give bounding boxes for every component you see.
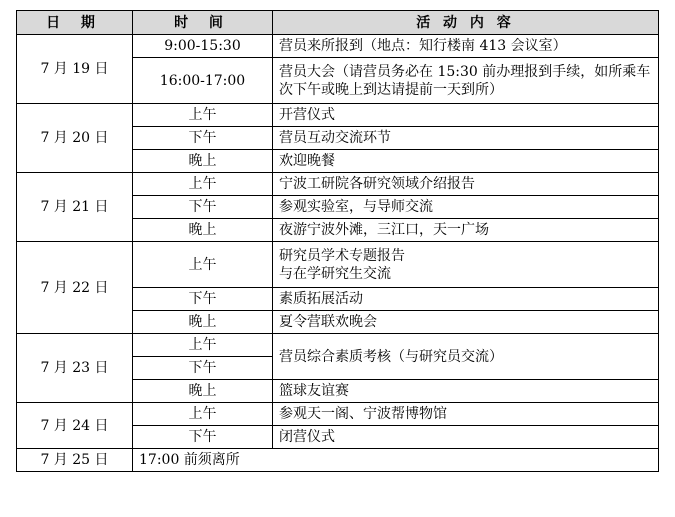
table-row [17,449,659,472]
activity-line: 与在学研究生交流 [279,265,391,282]
activity-cell: 营员来所报到（地点：知行楼南 413 会议室） [273,35,659,58]
activity-cell: 营员综合素质考核（与研究员交流） [273,334,659,380]
time-cell: 下午 [133,288,273,311]
date-cell: 7 月 23 日 [17,334,133,403]
activity-cell: 参观实验室，与导师交流 [273,196,659,219]
date-cell: 7 月 20 日 [17,104,133,173]
time-cell: 晚上 [133,380,273,403]
time-cell: 上午 [133,104,273,127]
table-row [17,104,659,127]
activity-cell: 17:00 前须离所 [133,449,659,472]
time-cell: 晚上 [133,219,273,242]
date-cell: 7 月 24 日 [17,403,133,449]
activity-cell: 营员互动交流环节 [273,127,659,150]
header-time: 时 间 [133,11,273,35]
time-cell: 下午 [133,357,273,380]
date-cell: 7 月 25 日 [17,449,133,472]
activity-cell: 篮球友谊赛 [273,380,659,403]
header-date: 日 期 [17,11,133,35]
activity-cell: 夏令营联欢晚会 [273,311,659,334]
time-cell: 上午 [133,334,273,357]
time-cell: 晚上 [133,311,273,334]
time-cell: 下午 [133,196,273,219]
time-cell: 下午 [133,426,273,449]
time-cell: 上午 [133,403,273,426]
time-cell: 9:00-15:30 [133,35,273,58]
activity-cell: 闭营仪式 [273,426,659,449]
schedule-table [16,10,659,472]
activity-cell: 宁波工研院各研究领域介绍报告 [273,173,659,196]
table-row [17,403,659,426]
time-cell: 下午 [133,127,273,150]
activity-cell [273,242,659,288]
table-row [17,334,659,357]
date-cell: 7 月 19 日 [17,35,133,104]
date-cell: 7 月 21 日 [17,173,133,242]
activity-cell: 开营仪式 [273,104,659,127]
date-cell: 7 月 22 日 [17,242,133,334]
activity-cell: 夜游宁波外滩，三江口，天一广场 [273,219,659,242]
activity-line: 研究员学术专题报告 [279,247,405,264]
table-row [17,173,659,196]
time-cell: 晚上 [133,150,273,173]
time-cell: 上午 [133,242,273,288]
activity-cell: 欢迎晚餐 [273,150,659,173]
table-row [17,35,659,58]
activity-cell: 素质拓展活动 [273,288,659,311]
header-activity: 活 动 内 容 [273,11,659,35]
activity-cell: 营员大会（请营员务必在 15:30 前办理报到手续，如所乘车次下午或晚上到达请提前一天到所） [273,58,659,104]
time-cell: 16:00-17:00 [133,58,273,104]
time-cell: 上午 [133,173,273,196]
table-row [17,242,659,288]
activity-cell: 参观天一阁、宁波帮博物馆 [273,403,659,426]
header-row [17,11,659,35]
